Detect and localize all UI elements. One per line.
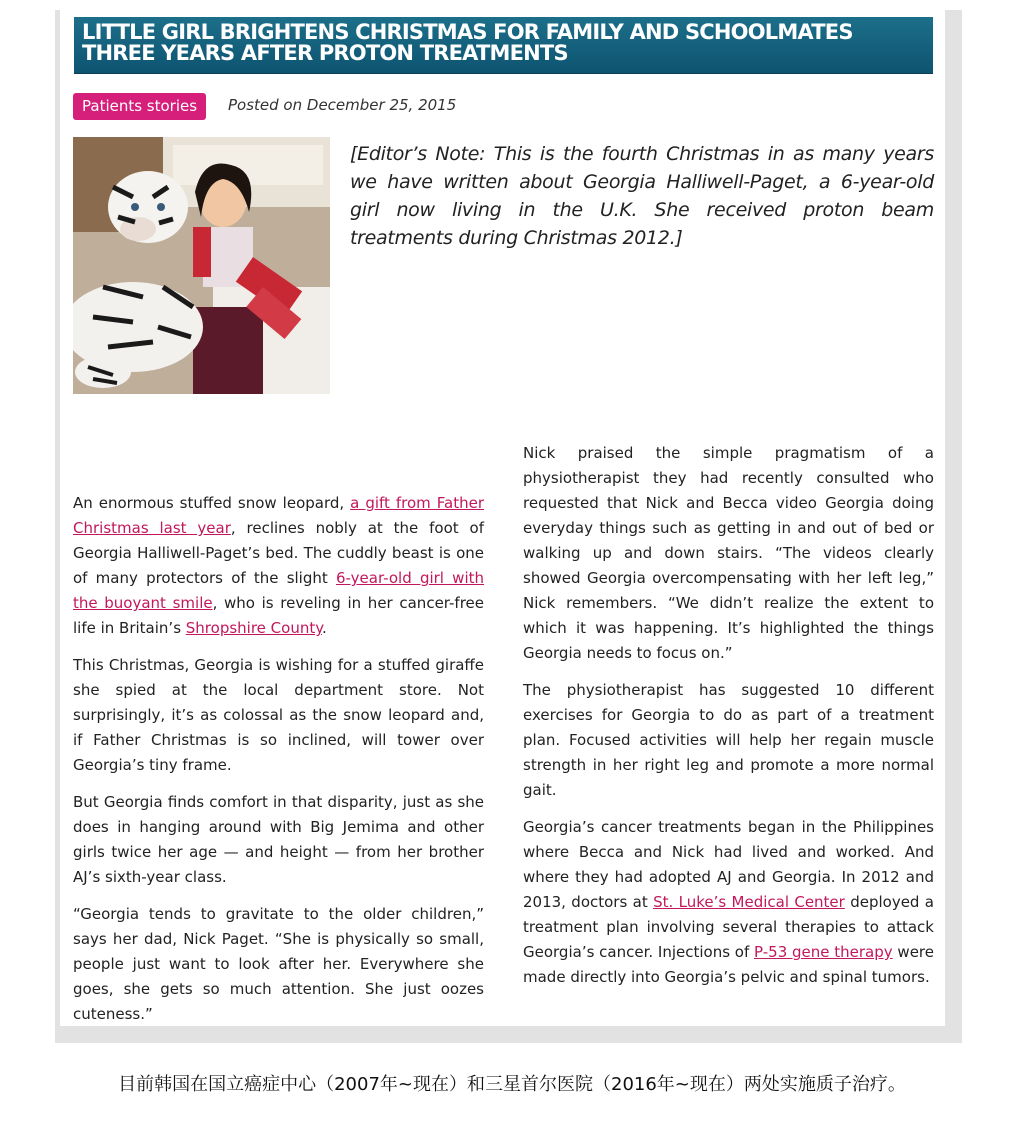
editor-note: [Editor’s Note: This is the fourth Christmas in as many years we have written about Georgia Halliwell-Paget, a 6-year-old girl now living in the U.K. She received proton beam treatments during Christmas 2012.] xyxy=(350,143,934,249)
paragraph-text: An enormous stuffed snow leopard, xyxy=(73,494,351,512)
image-caption: 目前韩国在国立癌症中心（2007年~现在）和三星首尔医院（2016年~现在）两处实施质子治疗。 xyxy=(118,1074,906,1095)
paragraph: Nick praised the simple pragmatism of a physiotherapist they had recently consulted who requested that Nick and Becca video Georgia doing everyday things such as getting in and out of bed or walking up and down stairs. “The videos clearly showed Georgia overcompensating with her left leg,” Nick remembers. “We didn’t realize the extent to which it was happening. It’s highlighted the things Georgia needs to focus on.” xyxy=(523,444,934,662)
paragraph: The physiotherapist has suggested 10 different exercises for Georgia to do as part of a treatment plan. Focused activities will help her regain muscle strength in her right leg and promote a more normal gait. xyxy=(523,681,934,799)
paragraph-text: were made directly into Georgia’s pelvic and spinal tumors. xyxy=(523,943,934,986)
paragraph-text: deployed a treatment plan involving several therapies to attack Georgia’s cancer. Injections of xyxy=(523,893,934,961)
link-st-lukes-medical-center[interactable]: St. Luke’s Medical Center xyxy=(653,893,845,911)
paragraph-text: , reclines nobly at the foot of Georgia Halliwell-Paget’s bed. The cuddly beast is one of many protectors of the slight xyxy=(73,519,484,587)
posted-date: Posted on December 25, 2015 xyxy=(228,96,457,114)
article-left-column xyxy=(73,491,484,1039)
paragraph: “Georgia tends to gravitate to the older children,” says her dad, Nick Paget. “She is physically so small, people just want to look after her. Everywhere she goes, she gets so much attention. She just oozes cuteness.” xyxy=(73,905,484,1023)
link-6-year-old-girl[interactable]: 6-year-old girl with the buoyant smile xyxy=(73,569,485,612)
paragraph-text: . xyxy=(321,619,327,637)
paragraph-text: , who is reveling in her cancer-free life in Britain’s xyxy=(73,594,484,637)
article-photo xyxy=(73,137,330,394)
link-shropshire-county[interactable]: Shropshire County xyxy=(185,619,322,637)
link-gift-from-father-christmas[interactable]: a gift from Father Christmas last year xyxy=(73,494,484,537)
paragraph: But Georgia finds comfort in that disparity, just as she does in hanging around with Big Jemima and other girls twice her age — and height — from her brother AJ’s sixth-year class. xyxy=(73,793,484,886)
paragraph: This Christmas, Georgia is wishing for a stuffed giraffe she spied at the local department store. Not surprisingly, it’s as colossal as the snow leopard and, if Father Christmas is so inclined, will tower over Georgia’s tiny frame. xyxy=(73,656,484,774)
article-right-column xyxy=(523,441,934,1002)
paragraph xyxy=(73,491,484,641)
article-title-banner xyxy=(74,17,933,74)
category-badge[interactable]: Patients stories xyxy=(73,93,206,120)
article-title: LITTLE GIRL BRIGHTENS CHRISTMAS FOR FAMILY AND SCHOOLMATES THREE YEARS AFTER PROTON TREATMENTS xyxy=(82,20,853,65)
paragraph-text: Georgia’s cancer treatments began in the Philippines where Becca and Nick had lived and worked. And where they had adopted AJ and Georgia. In 2012 and 2013, doctors at xyxy=(523,818,934,911)
link-p53-gene-therapy[interactable]: P-53 gene therapy xyxy=(754,943,893,961)
paragraph xyxy=(523,815,934,990)
